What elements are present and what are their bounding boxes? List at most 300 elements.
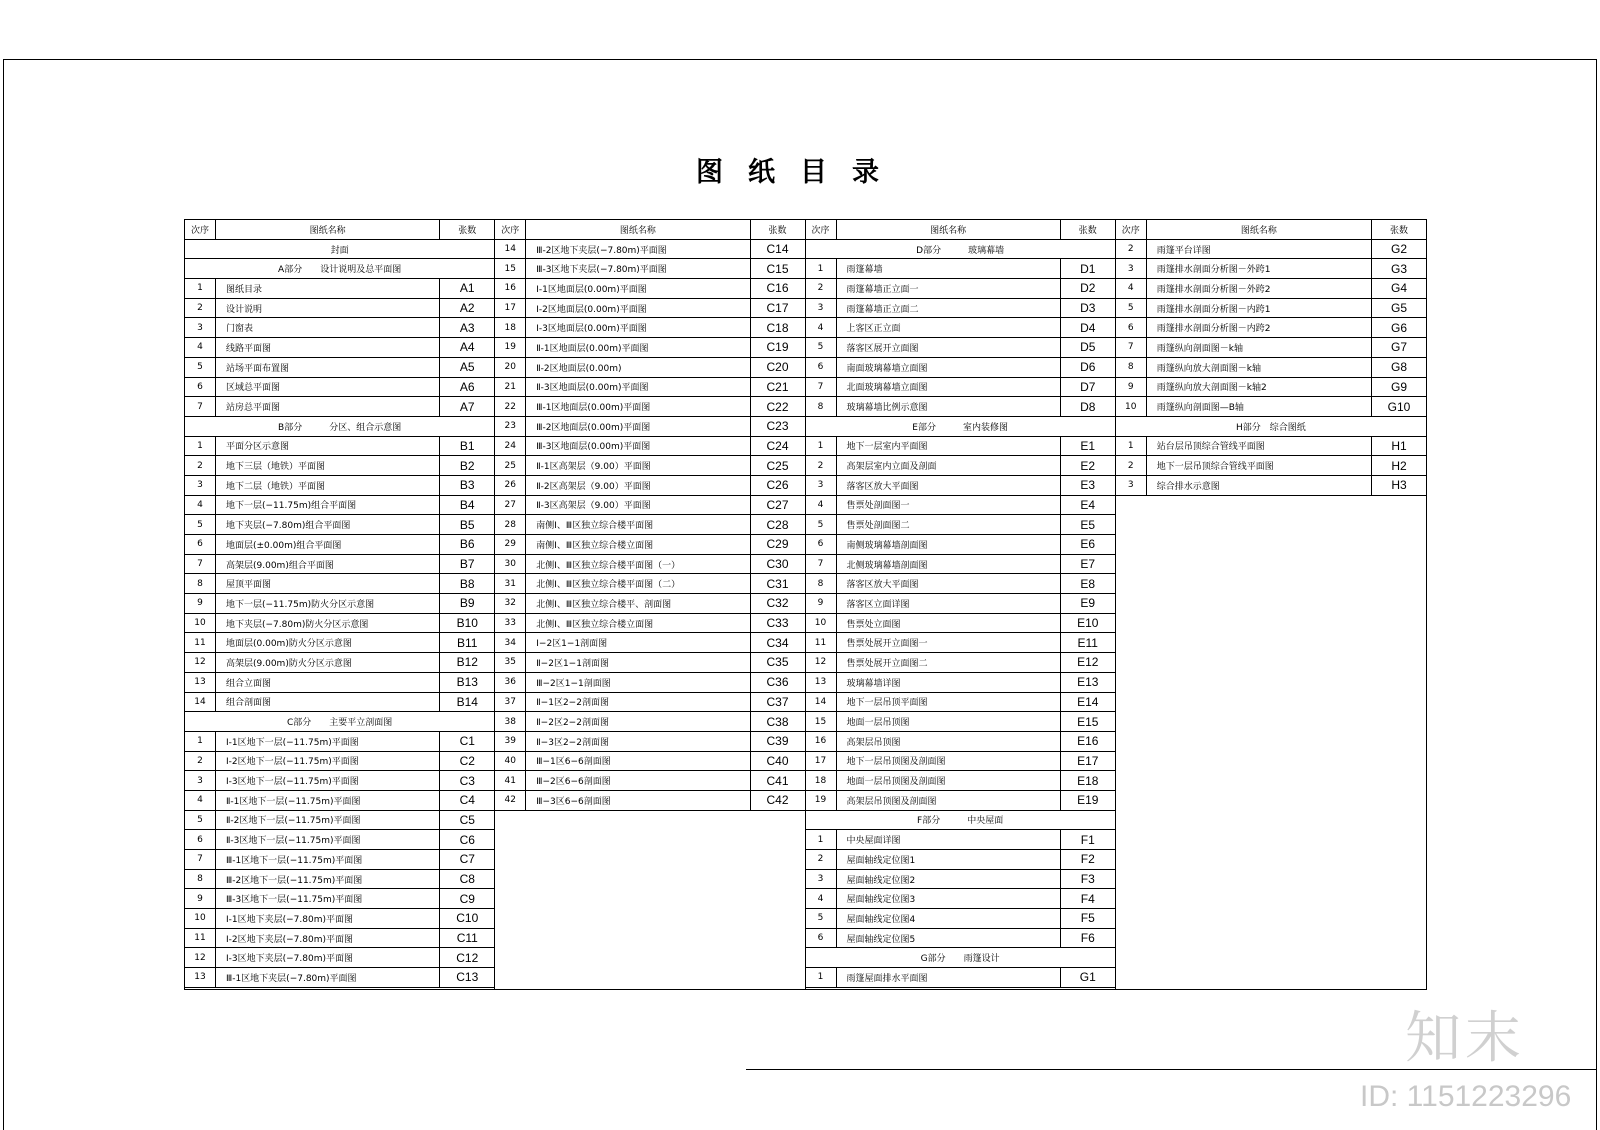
drawing-index-table xyxy=(184,219,1427,990)
drawing-code: B3 xyxy=(459,478,475,493)
drawing-code: C18 xyxy=(766,320,789,335)
drawing-name: Ⅲ−3区6−6剖面图 xyxy=(526,791,750,810)
drawing-code: C36 xyxy=(766,675,789,690)
table-row xyxy=(495,515,804,535)
drawing-code: C28 xyxy=(766,517,789,532)
table-row xyxy=(1116,456,1426,476)
row-number: 4 xyxy=(806,496,837,515)
row-number: 5 xyxy=(1116,299,1147,318)
table-row xyxy=(806,889,1115,909)
table-row xyxy=(495,397,804,417)
section-header-row xyxy=(185,712,494,732)
row-number: 6 xyxy=(806,535,837,554)
row-number: 15 xyxy=(806,712,837,731)
row-number: 4 xyxy=(1116,279,1147,298)
drawing-name: 上客区正立面 xyxy=(837,318,1061,337)
drawing-name: 玻璃幕墙详图 xyxy=(837,673,1061,692)
table-row xyxy=(806,515,1115,535)
drawing-code: E2 xyxy=(1080,458,1096,473)
section-header-row xyxy=(806,948,1115,968)
drawing-code: D4 xyxy=(1080,320,1096,335)
drawing-code: C26 xyxy=(766,478,789,493)
drawing-name: Ⅰ-1区地面层(0.00m)平面图 xyxy=(526,279,750,298)
table-row xyxy=(806,476,1115,496)
row-number: 9 xyxy=(806,594,837,613)
row-number: 3 xyxy=(185,771,216,790)
drawing-name: Ⅲ-1区地面层(0.00m)平面图 xyxy=(526,397,750,416)
table-row xyxy=(495,653,804,673)
table-row xyxy=(806,574,1115,594)
table-row xyxy=(806,870,1115,890)
drawing-code: C41 xyxy=(766,773,789,788)
drawing-name: 中央屋面详图 xyxy=(837,830,1061,849)
drawing-name: Ⅱ-1区地面层(0.00m)平面图 xyxy=(526,338,750,357)
drawing-name: Ⅲ-1区地下夹层(−7.80m)平面图 xyxy=(216,968,440,987)
drawing-code: G6 xyxy=(1390,320,1407,335)
table-row xyxy=(185,633,494,653)
table-row xyxy=(495,614,804,634)
row-number: 2 xyxy=(806,850,837,869)
table-row xyxy=(806,929,1115,949)
watermark-id: ID: 1151223296 xyxy=(1360,1080,1572,1113)
table-row xyxy=(1116,397,1426,417)
drawing-name: 组合立面图 xyxy=(216,673,440,692)
row-number: 31 xyxy=(495,574,526,593)
drawing-code: C38 xyxy=(766,714,789,729)
drawing-code: E3 xyxy=(1080,478,1096,493)
table-row xyxy=(806,259,1115,279)
drawing-name: Ⅲ-3区地下一层(−11.75m)平面图 xyxy=(216,889,440,908)
drawing-code: G2 xyxy=(1390,242,1407,257)
drawing-name: 落客区展开立面图 xyxy=(837,338,1061,357)
table-column xyxy=(185,220,495,989)
table-row xyxy=(806,358,1115,378)
table-row xyxy=(495,712,804,732)
row-number: 30 xyxy=(495,555,526,574)
table-row xyxy=(495,279,804,299)
row-number: 10 xyxy=(185,909,216,928)
drawing-code: F1 xyxy=(1080,832,1095,847)
row-number: 1 xyxy=(185,279,216,298)
empty-area xyxy=(185,988,494,989)
drawing-code: B14 xyxy=(456,694,478,709)
drawing-code: D7 xyxy=(1080,379,1096,394)
drawing-name: 地下夹层(−7.80m)防火分区示意图 xyxy=(216,614,440,633)
table-row xyxy=(1116,299,1426,319)
table-row xyxy=(806,830,1115,850)
drawing-code: B5 xyxy=(459,517,475,532)
drawing-name: 地下三层（地铁）平面图 xyxy=(216,456,440,475)
table-row xyxy=(1116,476,1426,496)
drawing-code: E15 xyxy=(1077,714,1099,729)
drawing-code: C10 xyxy=(456,911,479,926)
empty-area xyxy=(495,811,804,989)
drawing-name: Ⅱ-2区地面层(0.00m) xyxy=(526,358,750,377)
table-row xyxy=(185,437,494,457)
table-row xyxy=(806,909,1115,929)
header-name: 图纸名称 xyxy=(837,220,1061,239)
drawing-code: D5 xyxy=(1080,340,1096,355)
drawing-code: C16 xyxy=(766,281,789,296)
drawing-code: E8 xyxy=(1080,576,1096,591)
row-number: 14 xyxy=(495,240,526,259)
table-row xyxy=(495,437,804,457)
row-number: 10 xyxy=(185,614,216,633)
row-number: 28 xyxy=(495,515,526,534)
drawing-name: 雨篷幕墙 xyxy=(837,259,1061,278)
header-count: 张数 xyxy=(1389,225,1408,236)
header-count: 张数 xyxy=(458,225,477,236)
drawing-code: D1 xyxy=(1080,261,1096,276)
drawing-code: G5 xyxy=(1390,301,1407,316)
drawing-name: 高架层吊顶图 xyxy=(837,732,1061,751)
row-number: 29 xyxy=(495,535,526,554)
table-row xyxy=(806,693,1115,713)
row-number: 2 xyxy=(185,456,216,475)
table-row xyxy=(185,318,494,338)
drawing-name: Ⅱ-3区地下一层(−11.75m)平面图 xyxy=(216,830,440,849)
row-number: 8 xyxy=(1116,358,1147,377)
row-number: 3 xyxy=(185,476,216,495)
drawing-name: 综合排水示意图 xyxy=(1147,476,1372,495)
drawing-name: Ⅰ-1区地下一层(−11.75m)平面图 xyxy=(216,732,440,751)
table-row xyxy=(185,535,494,555)
drawing-name: Ⅲ−2区6−6剖面图 xyxy=(526,771,750,790)
row-number: 5 xyxy=(185,515,216,534)
table-row xyxy=(185,653,494,673)
drawing-code: F5 xyxy=(1080,911,1095,926)
row-number: 10 xyxy=(1116,397,1147,416)
table-row xyxy=(185,909,494,929)
table-row xyxy=(495,259,804,279)
table-row xyxy=(185,929,494,949)
row-number: 22 xyxy=(495,397,526,416)
row-number: 10 xyxy=(806,614,837,633)
drawing-name: Ⅰ-3区地面层(0.00m)平面图 xyxy=(526,318,750,337)
section-header-row xyxy=(806,811,1115,831)
drawing-code: G10 xyxy=(1387,399,1411,414)
table-row xyxy=(185,555,494,575)
drawing-code: B8 xyxy=(459,576,475,591)
table-row xyxy=(1116,318,1426,338)
drawing-code: C7 xyxy=(459,852,475,867)
row-number: 3 xyxy=(806,299,837,318)
row-number: 40 xyxy=(495,752,526,771)
section-title: A部分 设计说明及总平面图 xyxy=(278,265,402,276)
drawing-code: E19 xyxy=(1077,793,1099,808)
row-number: 33 xyxy=(495,614,526,633)
drawing-name: 地下一层(−11.75m)组合平面图 xyxy=(216,496,440,515)
table-row xyxy=(185,752,494,772)
drawing-code: D3 xyxy=(1080,301,1096,316)
row-number: 7 xyxy=(185,397,216,416)
drawing-name: 地面一层吊顶图及剖面图 xyxy=(837,771,1061,790)
drawing-code: B9 xyxy=(459,596,475,611)
row-number: 7 xyxy=(806,555,837,574)
row-number: 18 xyxy=(495,318,526,337)
drawing-name: Ⅱ−3区2−2剖面图 xyxy=(526,732,750,751)
drawing-name: 北侧玻璃幕墙剖面图 xyxy=(837,555,1061,574)
drawing-code: E13 xyxy=(1077,675,1099,690)
drawing-name: Ⅱ−2区1−1剖面图 xyxy=(526,653,750,672)
section-header-row xyxy=(185,240,494,260)
table-row xyxy=(495,594,804,614)
row-number: 5 xyxy=(806,909,837,928)
row-number: 2 xyxy=(185,299,216,318)
drawing-name: 售票处立面图 xyxy=(837,614,1061,633)
drawing-code: F3 xyxy=(1080,872,1095,887)
row-number: 42 xyxy=(495,791,526,810)
drawing-name: Ⅲ-2区地下夹层(−7.80m)平面图 xyxy=(526,240,750,259)
table-row xyxy=(495,752,804,772)
drawing-code: E14 xyxy=(1077,694,1099,709)
drawing-code: C21 xyxy=(766,379,789,394)
drawing-code: C30 xyxy=(766,557,789,572)
drawing-name: 线路平面图 xyxy=(216,338,440,357)
drawing-code: C3 xyxy=(459,773,475,788)
row-number: 5 xyxy=(185,811,216,830)
row-number: 12 xyxy=(185,948,216,967)
row-number: 1 xyxy=(185,437,216,456)
table-row xyxy=(185,476,494,496)
drawing-name: 南侧玻璃幕墙剖面图 xyxy=(837,535,1061,554)
table-column xyxy=(495,220,805,989)
table-row xyxy=(185,791,494,811)
empty-area xyxy=(1116,496,1426,989)
table-row xyxy=(806,712,1115,732)
section-header-row xyxy=(1116,417,1426,437)
row-number: 19 xyxy=(495,338,526,357)
row-number: 14 xyxy=(806,693,837,712)
row-number: 7 xyxy=(185,850,216,869)
drawing-name: 地下夹层(−7.80m)组合平面图 xyxy=(216,515,440,534)
table-row xyxy=(806,378,1115,398)
watermark-logo: 知末 xyxy=(1405,1006,1525,1071)
drawing-name: 地下一层室内平面图 xyxy=(837,437,1061,456)
drawing-code: C12 xyxy=(456,950,479,965)
header-count: 张数 xyxy=(768,225,787,236)
drawing-name: 雨篷排水剖面分析图－外跨1 xyxy=(1147,259,1372,278)
drawing-name: 落客区立面详图 xyxy=(837,594,1061,613)
drawing-name: 区域总平面图 xyxy=(216,378,440,397)
drawing-name: 地下一层吊顶平面图 xyxy=(837,693,1061,712)
row-number: 8 xyxy=(185,870,216,889)
section-header-row xyxy=(185,417,494,437)
drawing-name: 屋顶平面图 xyxy=(216,574,440,593)
drawing-code: F4 xyxy=(1080,891,1095,906)
table-row xyxy=(495,732,804,752)
drawing-code: C35 xyxy=(766,655,789,670)
row-number: 1 xyxy=(806,437,837,456)
row-number: 6 xyxy=(185,535,216,554)
table-row xyxy=(185,811,494,831)
drawing-name: 地面层(0.00m)防火分区示意图 xyxy=(216,633,440,652)
drawing-code: E9 xyxy=(1080,596,1096,611)
drawing-code: G4 xyxy=(1390,281,1407,296)
row-number: 2 xyxy=(1116,456,1147,475)
drawing-name: 售票处展开立面图二 xyxy=(837,653,1061,672)
drawing-name: 雨篷幕墙正立面二 xyxy=(837,299,1061,318)
drawing-code: C25 xyxy=(766,458,789,473)
drawing-code: C20 xyxy=(766,360,789,375)
drawing-code: E11 xyxy=(1077,635,1098,650)
drawing-code: C27 xyxy=(766,497,789,512)
row-number: 11 xyxy=(185,929,216,948)
row-number: 4 xyxy=(185,791,216,810)
drawing-code: F6 xyxy=(1080,931,1095,946)
row-number: 27 xyxy=(495,496,526,515)
table-row xyxy=(806,555,1115,575)
row-number: 23 xyxy=(495,417,526,436)
drawing-code: E1 xyxy=(1080,438,1096,453)
drawing-code: G1 xyxy=(1079,970,1096,985)
drawing-name: Ⅰ−2区1−1剖面图 xyxy=(526,633,750,652)
row-number: 20 xyxy=(495,358,526,377)
table-row xyxy=(185,673,494,693)
drawing-code: E17 xyxy=(1077,753,1099,768)
drawing-code: C14 xyxy=(766,242,789,257)
table-column xyxy=(806,220,1116,989)
drawing-code: B7 xyxy=(459,557,475,572)
drawing-name: 站场平面布置图 xyxy=(216,358,440,377)
drawing-code: A1 xyxy=(459,281,475,296)
row-number: 16 xyxy=(495,279,526,298)
drawing-code: C9 xyxy=(459,891,475,906)
table-row xyxy=(806,614,1115,634)
table-row xyxy=(806,791,1115,811)
table-row xyxy=(495,299,804,319)
drawing-code: C22 xyxy=(766,399,789,414)
drawing-name: Ⅰ-3区地下夹层(−7.80m)平面图 xyxy=(216,948,440,967)
table-row xyxy=(185,968,494,988)
drawing-name: Ⅰ-2区地下夹层(−7.80m)平面图 xyxy=(216,929,440,948)
drawing-code: B2 xyxy=(459,458,475,473)
table-row xyxy=(185,574,494,594)
header-name: 图纸名称 xyxy=(526,220,750,239)
header-no: 次序 xyxy=(806,220,837,239)
row-number: 2 xyxy=(806,456,837,475)
table-row xyxy=(495,693,804,713)
drawing-code: C42 xyxy=(766,793,789,808)
drawing-code: A2 xyxy=(459,301,475,316)
row-number: 4 xyxy=(806,318,837,337)
table-row xyxy=(1116,437,1426,457)
drawing-code: C6 xyxy=(459,832,475,847)
drawing-name: Ⅱ−1区2−2剖面图 xyxy=(526,693,750,712)
table-row xyxy=(1116,358,1426,378)
drawing-name: 南侧Ⅰ、Ⅲ区独立综合楼平面图 xyxy=(526,515,750,534)
table-row xyxy=(806,397,1115,417)
drawing-name: Ⅱ-3区地面层(0.00m)平面图 xyxy=(526,378,750,397)
drawing-code: A3 xyxy=(459,320,475,335)
row-number: 35 xyxy=(495,653,526,672)
drawing-code: E18 xyxy=(1077,773,1099,788)
drawing-code: G3 xyxy=(1390,261,1407,276)
drawing-code: H3 xyxy=(1391,478,1407,493)
drawing-name: 图纸目录 xyxy=(216,279,440,298)
table-row xyxy=(806,338,1115,358)
row-number: 3 xyxy=(185,318,216,337)
row-number: 8 xyxy=(806,397,837,416)
row-number: 11 xyxy=(185,633,216,652)
drawing-name: Ⅲ-2区地下一层(−11.75m)平面图 xyxy=(216,870,440,889)
drawing-name: 高架层室内立面及剖面 xyxy=(837,456,1061,475)
row-number: 13 xyxy=(185,673,216,692)
row-number: 4 xyxy=(185,496,216,515)
row-number: 12 xyxy=(185,653,216,672)
drawing-name: 高架层吊顶图及剖面图 xyxy=(837,791,1061,810)
row-number: 7 xyxy=(1116,338,1147,357)
table-row xyxy=(185,614,494,634)
row-number: 39 xyxy=(495,732,526,751)
drawing-code: D6 xyxy=(1080,360,1096,375)
row-number: 13 xyxy=(806,673,837,692)
table-row xyxy=(185,358,494,378)
row-number: 17 xyxy=(495,299,526,318)
drawing-code: C31 xyxy=(766,576,789,591)
drawing-name: 屋面轴线定位图4 xyxy=(837,909,1061,928)
drawing-name: 雨篷排水剖面分析图－内跨1 xyxy=(1147,299,1372,318)
table-row xyxy=(806,456,1115,476)
row-number: 36 xyxy=(495,673,526,692)
drawing-name: Ⅲ-2区地面层(0.00m)平面图 xyxy=(526,417,750,436)
drawing-name: 售票处剖面图一 xyxy=(837,496,1061,515)
header-no: 次序 xyxy=(1116,220,1147,239)
drawing-code: C2 xyxy=(459,753,475,768)
row-number: 2 xyxy=(806,279,837,298)
row-number: 16 xyxy=(806,732,837,751)
drawing-code: F2 xyxy=(1080,852,1095,867)
drawing-code: C37 xyxy=(766,694,789,709)
drawing-name: 平面分区示意图 xyxy=(216,437,440,456)
table-row xyxy=(185,397,494,417)
section-title: F部分 中央屋面 xyxy=(917,816,1004,827)
row-number: 7 xyxy=(185,555,216,574)
drawing-code: D8 xyxy=(1080,399,1096,414)
drawing-name: 雨篷排水剖面分析图－外跨2 xyxy=(1147,279,1372,298)
drawing-name: Ⅲ-3区地面层(0.00m)平面图 xyxy=(526,437,750,456)
drawing-name: 北侧Ⅰ、Ⅲ区独立综合楼平面图（一） xyxy=(526,555,750,574)
drawing-code: C11 xyxy=(456,931,478,946)
row-number: 8 xyxy=(185,574,216,593)
table-row xyxy=(185,515,494,535)
drawing-name: 落客区放大平面图 xyxy=(837,574,1061,593)
drawing-code: B10 xyxy=(456,616,478,631)
drawing-code: C5 xyxy=(459,812,475,827)
table-row xyxy=(185,496,494,516)
drawing-name: 雨篷纵向放大剖面图－k轴2 xyxy=(1147,378,1372,397)
drawing-name: Ⅱ-3区高架层（9.00）平面图 xyxy=(526,496,750,515)
drawing-code: E5 xyxy=(1080,517,1096,532)
header-no: 次序 xyxy=(495,220,526,239)
table-row xyxy=(806,732,1115,752)
table-row xyxy=(185,732,494,752)
row-number: 6 xyxy=(806,358,837,377)
row-number: 18 xyxy=(806,771,837,790)
drawing-code: C24 xyxy=(766,438,789,453)
table-row xyxy=(1116,279,1426,299)
drawing-name: 雨篷纵向放大剖面图－k轴 xyxy=(1147,358,1372,377)
drawing-code: C23 xyxy=(766,419,789,434)
section-header-row xyxy=(185,259,494,279)
table-row xyxy=(806,752,1115,772)
row-number: 2 xyxy=(1116,240,1147,259)
drawing-name: 高架层(9.00m)组合平面图 xyxy=(216,555,440,574)
row-number: 4 xyxy=(806,889,837,908)
drawing-code: E12 xyxy=(1077,655,1099,670)
row-number: 25 xyxy=(495,456,526,475)
drawing-code: B1 xyxy=(459,438,475,453)
